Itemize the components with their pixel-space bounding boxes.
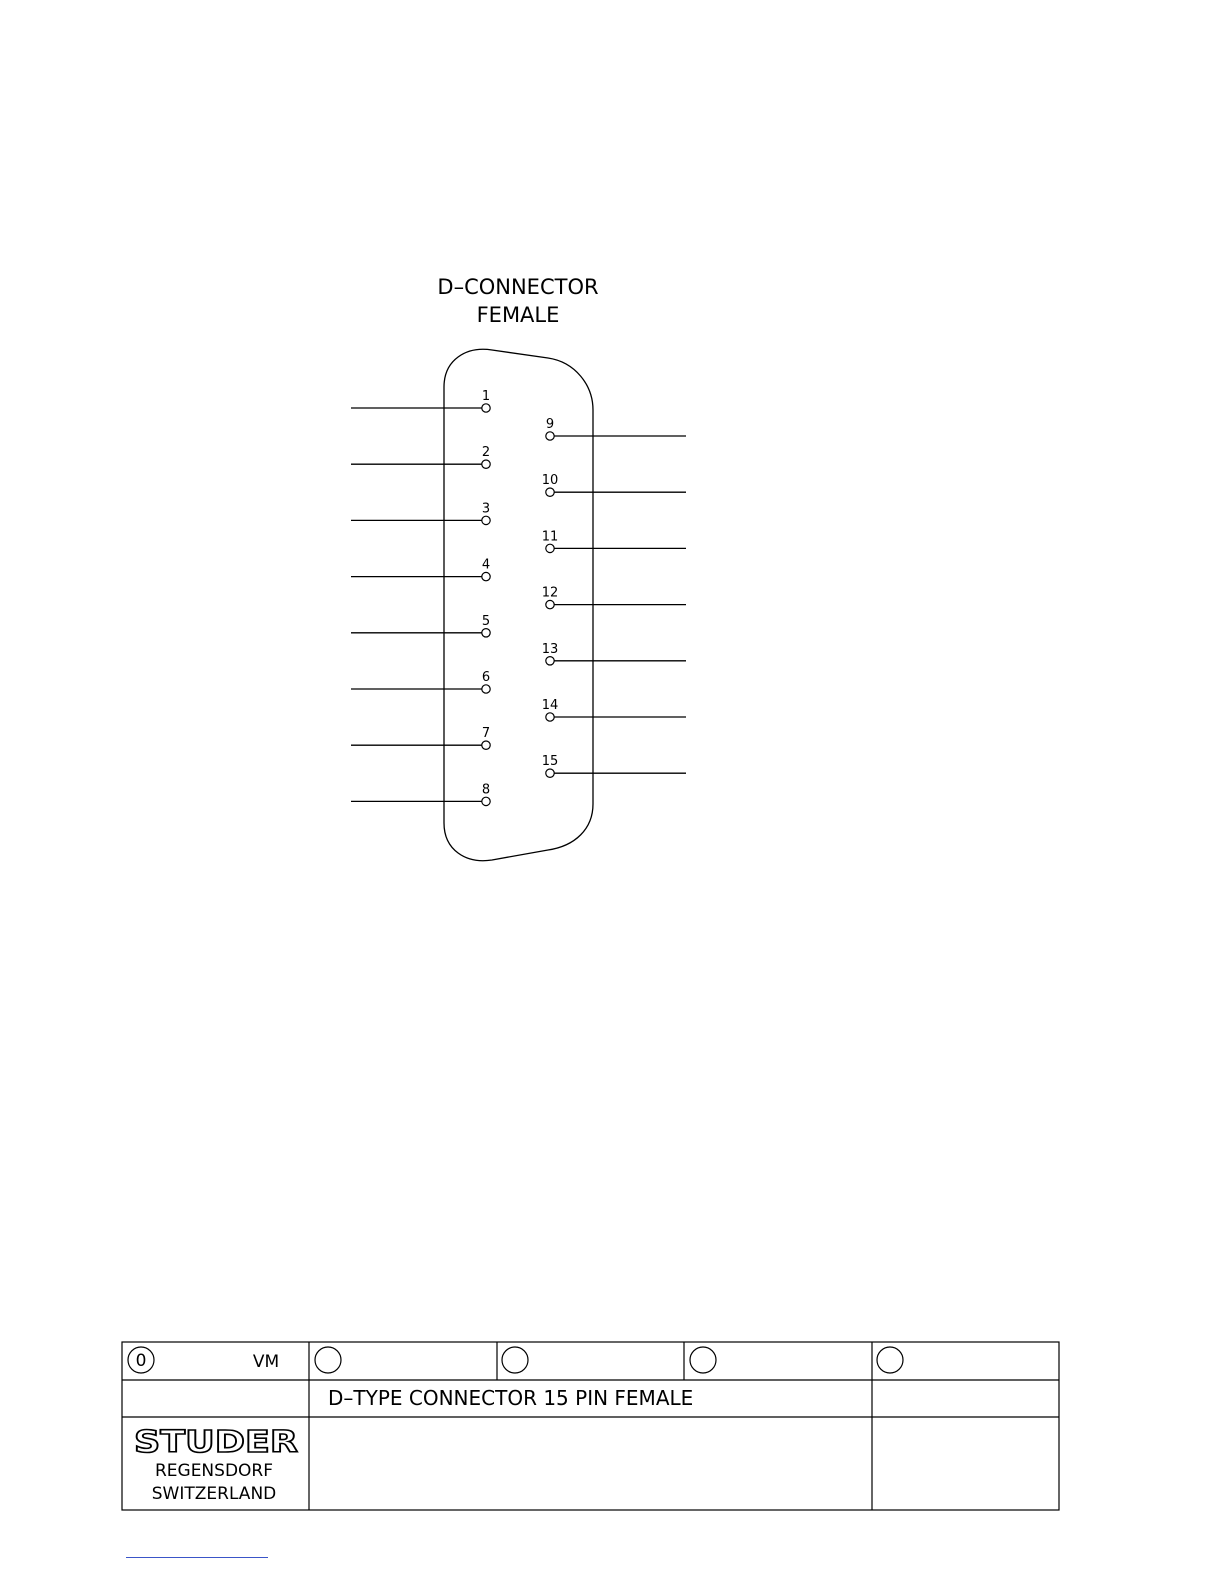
pin-4 (351, 558, 490, 581)
pin-10-label: 10 (541, 473, 559, 489)
pin-2-label: 2 (481, 445, 491, 461)
pin-7-label: 7 (481, 726, 491, 742)
revision-circle-1 (315, 1347, 341, 1373)
revision-initials: VM (252, 1352, 280, 1372)
pin-12-label: 12 (541, 585, 559, 601)
pin-1-label: 1 (481, 389, 491, 404)
drawing-title: D–TYPE CONNECTOR 15 PIN FEMALE (328, 1386, 694, 1410)
left-pin-row (351, 389, 490, 806)
pin-9-label: 9 (545, 417, 555, 432)
pin-6-label: 6 (481, 670, 491, 685)
pin-9-contact (546, 432, 554, 440)
pin-13-contact (546, 657, 554, 665)
pin-13 (542, 642, 686, 665)
connector-title-line1: D–CONNECTOR (437, 275, 599, 299)
pin-12 (542, 586, 686, 609)
pin-4-contact (482, 572, 490, 580)
revision-number: 0 (135, 1351, 147, 1371)
pin-14-contact (546, 713, 554, 721)
pin-7-contact (482, 741, 490, 749)
pin-2 (351, 445, 490, 468)
pin-3-label: 3 (481, 501, 491, 517)
pin-1 (351, 389, 490, 412)
pin-1-contact (482, 404, 490, 412)
pin-11-contact (546, 544, 554, 552)
pin-14-label: 14 (541, 698, 559, 713)
pin-14 (542, 698, 686, 721)
pin-10-contact (546, 488, 554, 496)
pin-8 (351, 782, 490, 805)
pin-10 (542, 473, 686, 496)
pin-9 (546, 417, 686, 440)
pin-5 (351, 614, 490, 637)
pin-15 (542, 754, 686, 777)
pin-13-label: 13 (541, 641, 559, 657)
pin-8-contact (482, 797, 490, 805)
pin-5-label: 5 (481, 613, 491, 629)
pin-11-label: 11 (541, 529, 559, 545)
footer-link-underline[interactable] (126, 1557, 268, 1558)
revision-circle-3 (690, 1347, 716, 1373)
right-pin-row (542, 417, 686, 777)
pin-15-label: 15 (541, 754, 559, 770)
studer-logo: STUDER (134, 1425, 298, 1460)
pin-4-label: 4 (481, 557, 491, 573)
revision-circle-4 (877, 1347, 903, 1373)
pin-12-contact (546, 600, 554, 608)
connector-title-line2: FEMALE (476, 303, 560, 327)
pin-8-label: 8 (481, 782, 491, 798)
revision-circle-2 (502, 1347, 528, 1373)
pin-6 (351, 670, 490, 693)
pin-6-contact (482, 685, 490, 693)
company-country: SWITZERLAND (151, 1484, 277, 1504)
pin-11 (542, 529, 686, 552)
pin-5-contact (482, 629, 490, 637)
pin-2-contact (482, 460, 490, 468)
pin-3-contact (482, 516, 490, 524)
pin-15-contact (546, 769, 554, 777)
company-city: REGENSDORF (154, 1461, 274, 1481)
pin-7 (351, 726, 490, 749)
pin-3 (351, 501, 490, 524)
